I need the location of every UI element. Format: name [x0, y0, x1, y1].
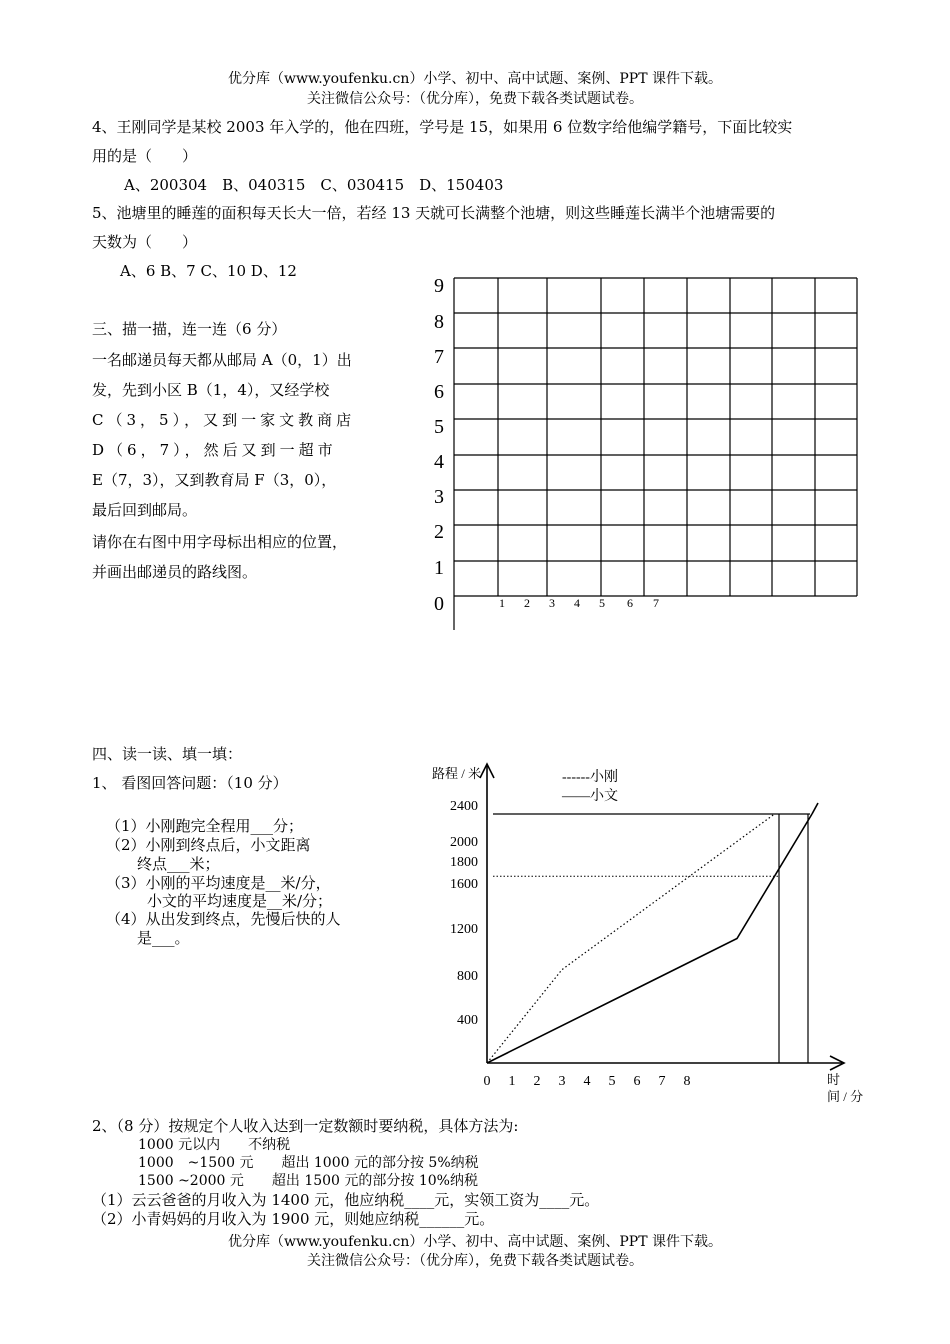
section3-line-6: 最后回到邮局。 — [92, 501, 198, 519]
q4-line-2: 用的是（ ） — [92, 147, 198, 165]
section3-line-5: E（7，3），又到教育局 F（3，0）， — [92, 471, 337, 489]
section3-line-1: 一名邮递员每天都从邮局 A（0，1）出 — [92, 351, 352, 369]
grid-x-label: 6 — [627, 596, 633, 610]
q1-item-3b: 小文的平均速度是__米/分； — [147, 892, 333, 910]
grid-y-label: 5 — [434, 416, 444, 438]
y-tick-label: 400 — [457, 1013, 478, 1028]
section3-line-2: 发，先到小区 B（1，4），又经学校 — [92, 381, 330, 399]
grid-y-label: 7 — [434, 346, 444, 368]
y-tick-label: 2000 — [450, 835, 478, 850]
q2-sub-2: （2）小青妈妈的月收入为 1900 元，则她应纳税______元。 — [92, 1210, 495, 1228]
x-tick-label: 6 — [633, 1074, 641, 1089]
grid-x-label: 4 — [574, 596, 580, 610]
q1-item-1: （1）小刚跑完全程用___分； — [106, 817, 304, 835]
q2-line-1: 2、（8 分）按规定个人收入达到一定数额时要纳税，具体方法为: — [92, 1117, 519, 1135]
section3-line-8: 并画出邮递员的路线图。 — [92, 563, 258, 581]
grid-y-label: 0 — [434, 593, 444, 615]
x-axis-title-1: 时 — [827, 1072, 841, 1087]
grid-y-label: 3 — [434, 486, 444, 508]
legend-xiaogang: ------小刚 — [562, 770, 618, 785]
y-tick-label: 2400 — [450, 799, 478, 814]
grid-y-label: 2 — [434, 521, 444, 543]
section3-title: 三、描一描，连一连（6 分） — [92, 320, 287, 338]
x-tick-label: 2 — [533, 1074, 541, 1089]
grid-y-label: 9 — [434, 275, 444, 297]
y-tick-label: 800 — [457, 969, 478, 984]
grid-y-label: 4 — [434, 451, 444, 473]
grid-x-label: 5 — [599, 596, 605, 610]
x-tick-label: 7 — [658, 1074, 666, 1089]
x-tick-label: 4 — [583, 1074, 591, 1089]
grid-y-label: 6 — [434, 381, 444, 403]
grid-x-label: 2 — [524, 596, 530, 610]
grid-y-label: 1 — [434, 557, 444, 579]
q2-rule-3: 1500 ~2000 元 超出 1500 元的部分按 10%纳税 — [138, 1173, 478, 1189]
q2-rule-1: 1000 元以内 不纳税 — [138, 1137, 291, 1153]
q2-rule-2: 1000 ~1500 元 超出 1000 元的部分按 5%纳税 — [138, 1155, 479, 1171]
q1-item-4: （4）从出发到终点，先慢后快的人 — [106, 910, 341, 928]
section4-q1-title: 1、 看图回答问题：（10 分） — [92, 774, 288, 792]
x-tick-label: 5 — [608, 1074, 616, 1089]
footer-line-2: 关注微信公众号：（优分库），免费下载各类试题试卷。 — [307, 1253, 643, 1269]
q5-options: A、6 B、7 C、10 D、12 — [120, 262, 297, 280]
legend-xiaowen: ——小文 — [562, 789, 618, 804]
q1-item-4b: 是___。 — [137, 929, 190, 947]
x-tick-label: 3 — [558, 1074, 566, 1089]
header-line-1: 优分库（www.youfenku.cn）小学、初中、高中试题、案例、PPT 课件下载。 — [227, 71, 722, 87]
q4-line-1: 4、王刚同学是某校 2003 年入学的，他在四班，学号是 15，如果用 6 位数字给他编学籍号，下面比较实 — [92, 118, 793, 136]
grid-x-label: 3 — [549, 596, 555, 610]
grid-x-label: 1 — [499, 596, 505, 610]
q4-options: A、200304 B、040315 C、030415 D、150403 — [124, 176, 504, 194]
q1-item-2: （2）小刚到终点后，小文距离 — [106, 836, 311, 854]
q1-item-2b: 终点___米； — [137, 855, 220, 873]
section3-line-4: D（6，7），然后又到一超市 — [92, 441, 337, 459]
distance-time-chart — [420, 758, 880, 1108]
x-tick-label: 8 — [683, 1074, 691, 1089]
y-axis-title: 路程 / 米 — [432, 766, 482, 781]
section4-title: 四、读一读、填一填： — [92, 745, 243, 763]
y-tick-label: 1600 — [450, 877, 478, 892]
grid-y-label: 8 — [434, 311, 444, 333]
x-tick-label: 0 — [483, 1074, 491, 1089]
section3-line-7: 请你在右图中用字母标出相应的位置， — [92, 533, 348, 551]
section3-line-3: C（3，5），又到一家文教商店 — [92, 411, 356, 429]
coordinate-grid — [420, 268, 870, 638]
footer-line-1: 优分库（www.youfenku.cn）小学、初中、高中试题、案例、PPT 课件下载。 — [227, 1234, 722, 1250]
q5-line-1: 5、池塘里的睡莲的面积每天长大一倍，若经 13 天就可长满整个池塘，则这些睡莲长满半个池塘需要的 — [92, 204, 776, 222]
q2-sub-1: （1）云云爸爸的月收入为 1400 元，他应纳税____元，实领工资为____元。 — [92, 1191, 600, 1209]
x-axis-title-2: 间 / 分 — [827, 1089, 864, 1104]
series-line-xiaowen-extension — [812, 803, 818, 814]
q5-line-2: 天数为（ ） — [92, 233, 198, 251]
y-tick-label: 1200 — [450, 922, 478, 937]
x-tick-label: 1 — [508, 1074, 516, 1089]
header-line-2: 关注微信公众号：（优分库），免费下载各类试题试卷。 — [307, 91, 643, 107]
series-line-xiaogang — [487, 814, 775, 1063]
y-tick-label: 1800 — [450, 855, 478, 870]
series-line-xiaowen — [487, 814, 812, 1063]
grid-x-label: 7 — [653, 596, 659, 610]
q1-item-3: （3）小刚的平均速度是__米/分， — [106, 874, 331, 892]
